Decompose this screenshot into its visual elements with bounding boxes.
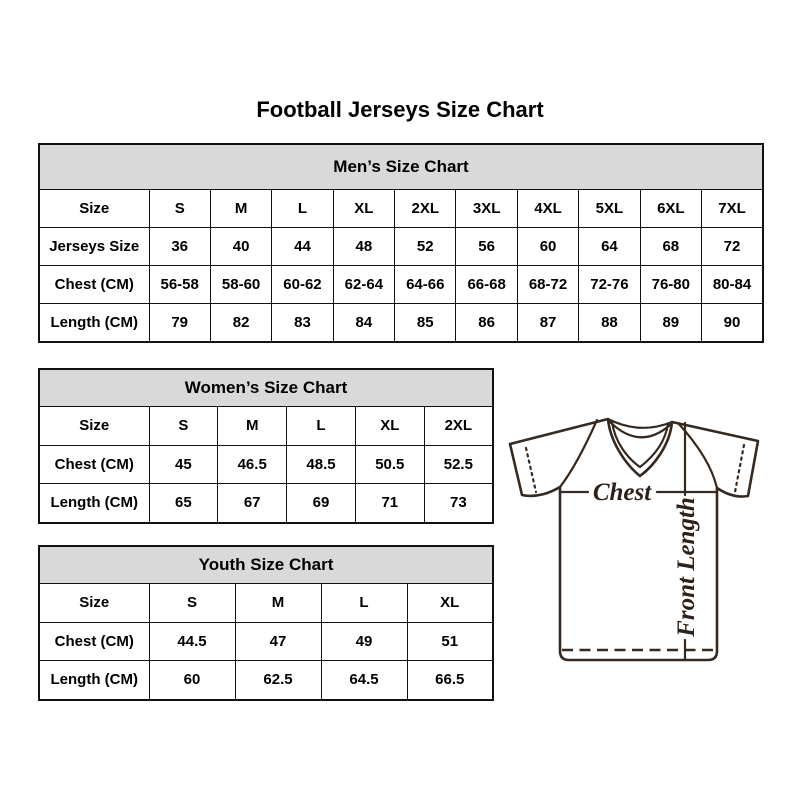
size-cell: 62.5: [235, 661, 321, 700]
size-cell: 60: [149, 661, 235, 700]
size-cell: 2XL: [424, 407, 493, 446]
size-cell: 40: [210, 228, 271, 266]
size-cell: 66-68: [456, 266, 517, 304]
size-cell: 73: [424, 484, 493, 523]
row-label: Size: [39, 407, 149, 446]
row-label: Length (CM): [39, 484, 149, 523]
size-cell: XL: [333, 190, 394, 228]
size-cell: M: [235, 584, 321, 623]
size-cell: 56-58: [149, 266, 210, 304]
size-cell: 49: [321, 622, 407, 661]
size-cell: 52: [395, 228, 456, 266]
size-cell: 90: [702, 304, 763, 343]
size-cell: 69: [287, 484, 356, 523]
row-label: Jerseys Size: [39, 228, 149, 266]
size-cell: 84: [333, 304, 394, 343]
size-cell: 72: [702, 228, 763, 266]
size-cell: 86: [456, 304, 517, 343]
size-cell: 46.5: [218, 445, 287, 484]
size-cell: 60: [517, 228, 578, 266]
left-cuff-dotted-line-icon: [526, 448, 536, 492]
row-label: Length (CM): [39, 661, 149, 700]
size-cell: 36: [149, 228, 210, 266]
size-cell: 48.5: [287, 445, 356, 484]
womens-size-table: [38, 368, 494, 524]
size-cell: 60-62: [272, 266, 333, 304]
size-cell: 66.5: [407, 661, 493, 700]
size-cell: 51: [407, 622, 493, 661]
size-cell: 79: [149, 304, 210, 343]
jersey-measurement-diagram: [498, 396, 776, 682]
table-title: Women’s Size Chart: [39, 369, 493, 407]
size-cell: S: [149, 190, 210, 228]
table-title: Youth Size Chart: [39, 546, 493, 584]
size-cell: 85: [395, 304, 456, 343]
size-cell: M: [218, 407, 287, 446]
right-armhole-seam-icon: [678, 423, 717, 488]
size-cell: 89: [640, 304, 701, 343]
size-cell: 64: [579, 228, 640, 266]
size-cell: 5XL: [579, 190, 640, 228]
size-cell: 56: [456, 228, 517, 266]
row-label: Chest (CM): [39, 266, 149, 304]
row-label: Size: [39, 584, 149, 623]
front-length-label: Front Length: [673, 497, 700, 637]
page-title: Football Jerseys Size Chart: [256, 97, 544, 122]
size-cell: M: [210, 190, 271, 228]
size-cell: 76-80: [640, 266, 701, 304]
size-cell: 64.5: [321, 661, 407, 700]
size-cell: 88: [579, 304, 640, 343]
size-cell: 68: [640, 228, 701, 266]
size-cell: 62-64: [333, 266, 394, 304]
size-cell: 48: [333, 228, 394, 266]
mens-size-table: [38, 143, 764, 343]
jersey-outline-icon: [510, 419, 758, 660]
size-cell: 82: [210, 304, 271, 343]
size-cell: 80-84: [702, 266, 763, 304]
right-cuff-dotted-line-icon: [735, 445, 744, 492]
size-cell: 2XL: [395, 190, 456, 228]
size-cell: 47: [235, 622, 321, 661]
size-cell: 44.5: [149, 622, 235, 661]
size-cell: 45: [149, 445, 218, 484]
size-cell: 44: [272, 228, 333, 266]
table-title: Men’s Size Chart: [39, 144, 763, 190]
size-cell: XL: [355, 407, 424, 446]
size-cell: 58-60: [210, 266, 271, 304]
row-label: Chest (CM): [39, 445, 149, 484]
size-cell: 6XL: [640, 190, 701, 228]
size-cell: 83: [272, 304, 333, 343]
row-label: Size: [39, 190, 149, 228]
size-cell: 65: [149, 484, 218, 523]
size-cell: 71: [355, 484, 424, 523]
size-cell: 7XL: [702, 190, 763, 228]
collar-back-curve-icon: [608, 419, 672, 428]
size-cell: 87: [517, 304, 578, 343]
size-cell: L: [272, 190, 333, 228]
row-label: Length (CM): [39, 304, 149, 343]
size-cell: 68-72: [517, 266, 578, 304]
size-cell: 72-76: [579, 266, 640, 304]
chest-label: Chest: [592, 479, 652, 506]
size-cell: S: [149, 407, 218, 446]
youth-size-table: [38, 545, 494, 701]
size-cell: L: [321, 584, 407, 623]
size-cell: S: [149, 584, 235, 623]
size-cell: 50.5: [355, 445, 424, 484]
size-cell: XL: [407, 584, 493, 623]
size-cell: 4XL: [517, 190, 578, 228]
size-cell: 3XL: [456, 190, 517, 228]
size-cell: 52.5: [424, 445, 493, 484]
size-cell: 64-66: [395, 266, 456, 304]
row-label: Chest (CM): [39, 622, 149, 661]
size-cell: L: [287, 407, 356, 446]
size-cell: 67: [218, 484, 287, 523]
